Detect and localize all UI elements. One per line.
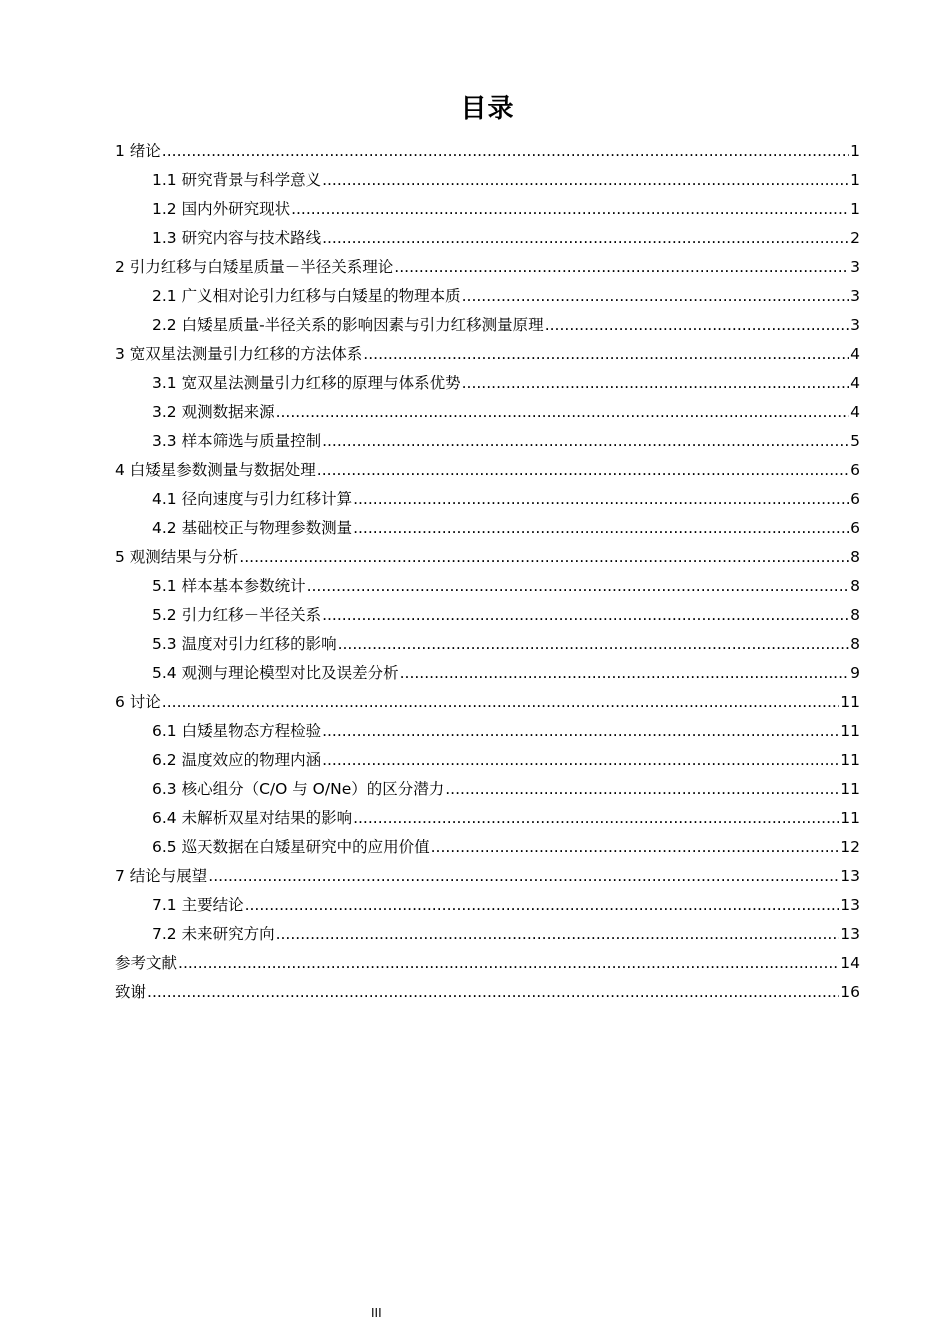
toc-entry-page: 11 <box>840 693 860 711</box>
toc-entry-label: 1.3 研究内容与技术路线 <box>152 229 322 247</box>
toc-entry-page: 11 <box>840 780 860 798</box>
toc-entry-page: 6 <box>850 519 860 537</box>
toc-entry-6-2[interactable] <box>115 746 860 775</box>
toc-entry-5-2[interactable] <box>115 601 860 630</box>
toc-entry-page: 8 <box>850 548 860 566</box>
toc-entry-page: 4 <box>850 374 860 392</box>
toc-entry-page: 13 <box>840 925 860 943</box>
toc-entry-label: 参考文献 <box>115 954 178 972</box>
toc-leader-dots <box>317 456 849 485</box>
toc-entry-label: 3.3 样本筛选与质量控制 <box>152 432 322 450</box>
toc-leader-dots <box>394 253 849 282</box>
toc-entry-6-3[interactable] <box>115 775 860 804</box>
toc-leader-dots <box>462 282 850 311</box>
toc-leader-dots <box>353 485 849 514</box>
toc-leader-dots <box>239 543 849 572</box>
toc-entry-label: 4.1 径向速度与引力红移计算 <box>152 490 353 508</box>
toc-entry-2[interactable] <box>115 253 860 282</box>
toc-entry-page: 8 <box>850 635 860 653</box>
toc-entry-label: 5.4 观测与理论模型对比及误差分析 <box>152 664 399 682</box>
toc-entry-label: 5.1 样本基本参数统计 <box>152 577 306 595</box>
toc-entry-page: 3 <box>850 258 860 276</box>
toc-leader-dots <box>445 775 839 804</box>
toc-entry-label: 7 结论与展望 <box>115 867 208 885</box>
toc-entry-page: 4 <box>850 345 860 363</box>
toc-entry-page: 6 <box>850 490 860 508</box>
toc-entry-page: 12 <box>840 838 860 856</box>
toc-entry-6-1[interactable] <box>115 717 860 746</box>
toc-leader-dots <box>208 862 839 891</box>
toc-entry-1-1[interactable] <box>115 166 860 195</box>
toc-leader-dots <box>545 311 849 340</box>
toc-entry-page: 6 <box>850 461 860 479</box>
toc-leader-dots <box>162 137 849 166</box>
toc-entry-page: 13 <box>840 867 860 885</box>
toc-entry-label: 2.2 白矮星质量-半径关系的影响因素与引力红移测量原理 <box>152 316 544 334</box>
toc-entry-label: 5 观测结果与分析 <box>115 548 239 566</box>
toc-entry-label: 致谢 <box>115 983 147 1001</box>
toc-leader-dots <box>322 427 849 456</box>
toc-entry-page: 13 <box>840 896 860 914</box>
toc-entry-page: 16 <box>840 983 860 1001</box>
toc-entry-4-1[interactable] <box>115 485 860 514</box>
toc-entry-label: 3.1 宽双星法测量引力红移的原理与体系优势 <box>152 374 461 392</box>
toc-leader-dots <box>322 166 849 195</box>
toc-entry-label: 1.1 研究背景与科学意义 <box>152 171 322 189</box>
toc-entry-label: 7.1 主要结论 <box>152 896 244 914</box>
toc-entry-6[interactable] <box>115 688 860 717</box>
toc-entry-label: 3 宽双星法测量引力红移的方法体系 <box>115 345 363 363</box>
toc-entry-page: 4 <box>850 403 860 421</box>
toc-leader-dots <box>276 920 840 949</box>
toc-entry-page: 14 <box>840 954 860 972</box>
toc-entry-label: 6.2 温度效应的物理内涵 <box>152 751 322 769</box>
toc-entry-label: 3.2 观测数据来源 <box>152 403 275 421</box>
toc-entry-page: 8 <box>850 577 860 595</box>
toc-entry-3-3[interactable] <box>115 427 860 456</box>
toc-leader-dots <box>162 688 839 717</box>
toc-entry-label: 4 白矮星参数测量与数据处理 <box>115 461 316 479</box>
toc-entry-page: 5 <box>850 432 860 450</box>
toc-entry-label: 1.2 国内外研究现状 <box>152 200 291 218</box>
toc-entry-page: 3 <box>850 287 860 305</box>
toc-leader-dots <box>431 833 840 862</box>
toc-entry-page: 3 <box>850 316 860 334</box>
page-number-footer: III <box>371 1306 382 1320</box>
toc-entry-page: 2 <box>850 229 860 247</box>
toc-entry-5[interactable] <box>115 543 860 572</box>
toc-entry-acknowledgements[interactable] <box>115 978 860 1007</box>
toc-leader-dots <box>338 630 850 659</box>
toc-entry-label: 6.5 巡天数据在白矮星研究中的应用价值 <box>152 838 430 856</box>
toc-title: 目录 <box>460 94 515 124</box>
toc-entry-page: 8 <box>850 606 860 624</box>
toc-entry-5-3[interactable] <box>115 630 860 659</box>
toc-leader-dots <box>322 717 839 746</box>
toc-entry-3-2[interactable] <box>115 398 860 427</box>
toc-entry-page: 11 <box>840 722 860 740</box>
toc-entry-label: 1 绪论 <box>115 142 161 160</box>
toc-entry-label: 6 讨论 <box>115 693 161 711</box>
toc-entry-label: 5.3 温度对引力红移的影响 <box>152 635 337 653</box>
toc-leader-dots <box>400 659 850 688</box>
toc-leader-dots <box>322 601 849 630</box>
toc-entry-6-4[interactable] <box>115 804 860 833</box>
toc-leader-dots <box>147 978 839 1007</box>
toc-entry-label: 2 引力红移与白矮星质量－半径关系理论 <box>115 258 394 276</box>
toc-entry-1-3[interactable] <box>115 224 860 253</box>
toc-entry-label: 7.2 未来研究方向 <box>152 925 275 943</box>
toc-entry-7-2[interactable] <box>115 920 860 949</box>
toc-entry-label: 6.3 核心组分（C/O 与 O/Ne）的区分潜力 <box>152 780 445 798</box>
toc-entry-label: 4.2 基础校正与物理参数测量 <box>152 519 353 537</box>
toc-leader-dots <box>363 340 849 369</box>
toc-entry-page: 1 <box>850 200 860 218</box>
toc-leader-dots <box>245 891 840 920</box>
toc-entry-3-1[interactable] <box>115 369 860 398</box>
toc-entry-label: 2.1 广义相对论引力红移与白矮星的物理本质 <box>152 287 461 305</box>
toc-entry-5-4[interactable] <box>115 659 860 688</box>
toc-entry-label: 6.1 白矮星物态方程检验 <box>152 722 322 740</box>
toc-leader-dots <box>353 514 849 543</box>
toc-entry-page: 9 <box>850 664 860 682</box>
toc-leader-dots <box>322 224 849 253</box>
toc-entry-page: 11 <box>840 809 860 827</box>
toc-entry-page: 1 <box>850 142 860 160</box>
toc-leader-dots <box>322 746 839 775</box>
toc-list <box>115 137 860 1007</box>
toc-entry-2-2[interactable] <box>115 311 860 340</box>
toc-leader-dots <box>276 398 850 427</box>
toc-leader-dots <box>178 949 839 978</box>
toc-entry-1[interactable] <box>115 137 860 166</box>
toc-entry-label: 5.2 引力红移－半径关系 <box>152 606 322 624</box>
toc-entry-4[interactable] <box>115 456 860 485</box>
toc-entry-references[interactable] <box>115 949 860 978</box>
toc-entry-page: 11 <box>840 751 860 769</box>
toc-leader-dots <box>307 572 850 601</box>
toc-entry-3[interactable] <box>115 340 860 369</box>
toc-leader-dots <box>462 369 850 398</box>
toc-entry-page: 1 <box>850 171 860 189</box>
toc-entry-2-1[interactable] <box>115 282 860 311</box>
toc-entry-7-1[interactable] <box>115 891 860 920</box>
toc-entry-5-1[interactable] <box>115 572 860 601</box>
toc-leader-dots <box>353 804 839 833</box>
toc-leader-dots <box>291 195 849 224</box>
toc-entry-7[interactable] <box>115 862 860 891</box>
toc-entry-label: 6.4 未解析双星对结果的影响 <box>152 809 353 827</box>
toc-entry-4-2[interactable] <box>115 514 860 543</box>
toc-entry-1-2[interactable] <box>115 195 860 224</box>
toc-entry-6-5[interactable] <box>115 833 860 862</box>
